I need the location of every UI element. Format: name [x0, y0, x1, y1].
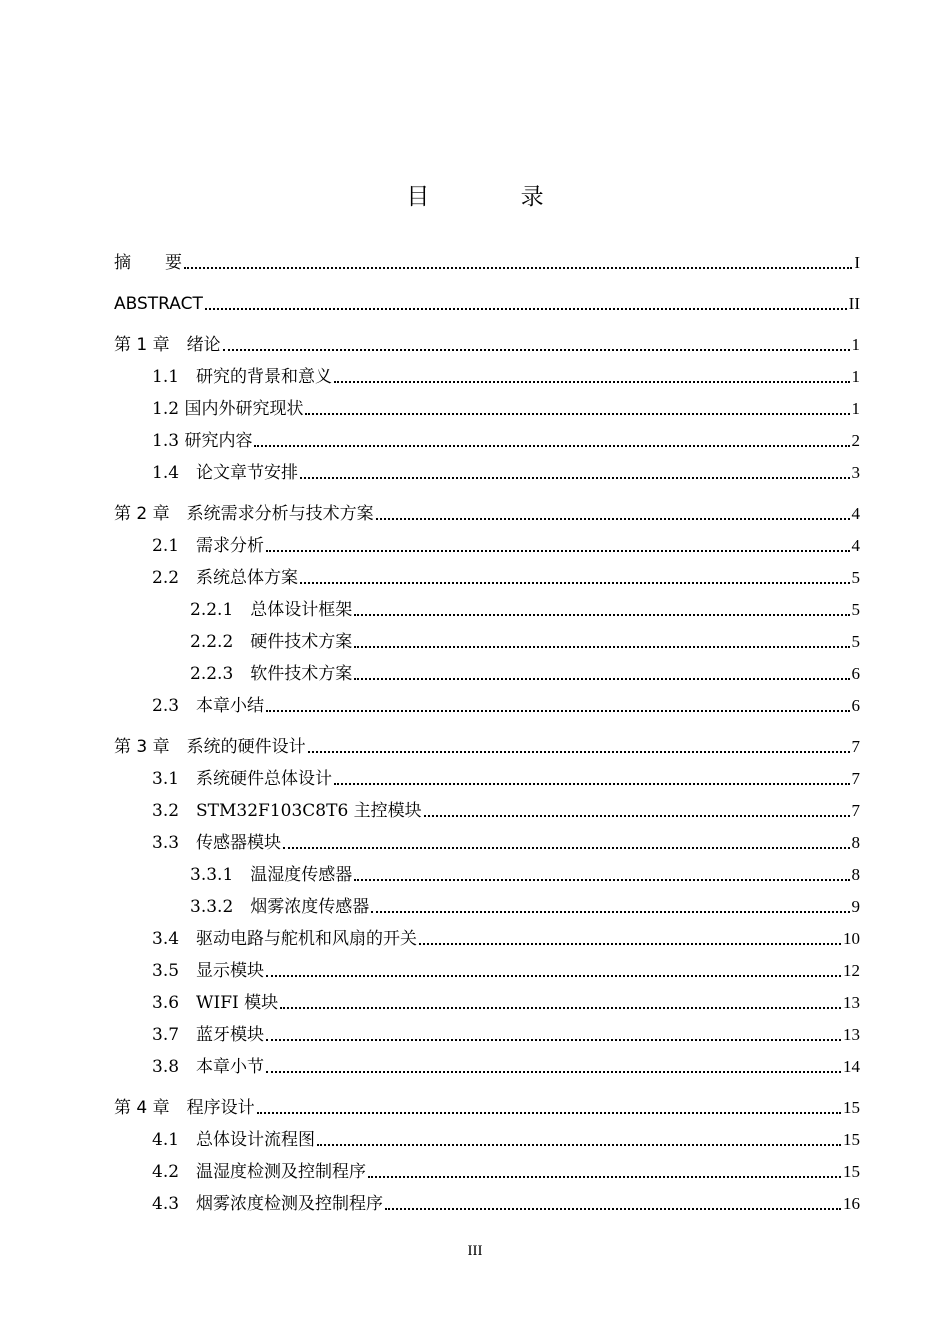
toc-entry[interactable] — [114, 731, 860, 757]
toc-entry[interactable] — [114, 457, 860, 483]
toc-entry-page: 1 — [851, 399, 860, 418]
toc-entry-label: 3.3 传感器模块 — [152, 833, 282, 853]
dot-leader — [305, 413, 849, 415]
toc-entry[interactable] — [114, 626, 860, 652]
toc-entry[interactable] — [114, 594, 860, 620]
toc-entry-label: 摘 要 — [114, 253, 182, 273]
toc-entry-label: 4.3 烟雾浓度检测及控制程序 — [152, 1194, 384, 1214]
toc-entry-label: 第 3 章 系统的硬件设计 — [114, 737, 306, 757]
toc-entry-page: 8 — [851, 865, 860, 884]
dot-leader — [223, 349, 850, 351]
toc-entry-label: 3.2 STM32F103C8T6 主控模块 — [152, 801, 422, 821]
toc-entry[interactable] — [114, 329, 860, 355]
dot-leader — [266, 1071, 841, 1073]
toc-entry-page: 1 — [851, 335, 860, 354]
toc-entry-page: 7 — [851, 801, 860, 820]
toc-entry-page: 5 — [851, 600, 860, 619]
toc-entry-label: 3.1 系统硬件总体设计 — [152, 769, 333, 789]
dot-leader — [371, 911, 849, 913]
toc-entry-label: 3.3.2 烟雾浓度传感器 — [190, 897, 370, 917]
toc-entry-page: 15 — [843, 1130, 860, 1149]
toc-entry-page: 1 — [851, 367, 860, 386]
dot-leader — [385, 1208, 841, 1210]
toc-entry[interactable] — [114, 955, 860, 981]
toc-entry[interactable] — [114, 288, 860, 314]
toc-entry[interactable] — [114, 658, 860, 684]
toc-entry-page: 6 — [851, 696, 860, 715]
dot-leader — [266, 975, 841, 977]
dot-leader — [266, 550, 849, 552]
toc-entry-label: 1.1 研究的背景和意义 — [152, 367, 333, 387]
dot-leader — [257, 1112, 841, 1114]
toc-entry-page: 5 — [851, 568, 860, 587]
dot-leader — [317, 1144, 841, 1146]
toc-entry[interactable] — [114, 987, 860, 1013]
dot-leader — [254, 445, 849, 447]
toc-entry-label: 1.4 论文章节安排 — [152, 463, 299, 483]
toc-entry-page: 9 — [851, 897, 860, 916]
toc-entry-label: 3.8 本章小节 — [152, 1057, 265, 1077]
toc-entry-label: 4.1 总体设计流程图 — [152, 1130, 316, 1150]
toc-entry-page: 6 — [851, 664, 860, 683]
toc-entry[interactable] — [114, 763, 860, 789]
toc-entry-page: 4 — [851, 504, 860, 523]
toc-entry-label: 2.2 系统总体方案 — [152, 568, 299, 588]
toc-entry-page: 8 — [851, 833, 860, 852]
toc-entry-page: 3 — [851, 463, 860, 482]
toc-entry-label: 3.7 蓝牙模块 — [152, 1025, 265, 1045]
toc-entry[interactable] — [114, 425, 860, 451]
dot-leader — [283, 847, 849, 849]
toc-entry-label: 2.1 需求分析 — [152, 536, 265, 556]
toc-entry-page: 13 — [843, 1025, 860, 1044]
toc-entry-page: 14 — [843, 1057, 860, 1076]
dot-leader — [184, 267, 852, 269]
toc-entry[interactable] — [114, 498, 860, 524]
dot-leader — [300, 582, 849, 584]
toc-entry[interactable] — [114, 393, 860, 419]
toc-entry[interactable] — [114, 923, 860, 949]
dot-leader — [280, 1007, 841, 1009]
dot-leader — [354, 879, 849, 881]
toc-entry-page: I — [854, 253, 860, 272]
toc-entry-page: 10 — [843, 929, 860, 948]
toc-entry-page: 15 — [843, 1098, 860, 1117]
toc-entry-label: 1.3 研究内容 — [152, 431, 253, 451]
dot-leader — [266, 1039, 841, 1041]
toc-entry-page: 16 — [843, 1194, 860, 1213]
toc-entry-label: 2.2.3 软件技术方案 — [190, 664, 353, 684]
toc-entry-label: 2.3 本章小结 — [152, 696, 265, 716]
dot-leader — [368, 1176, 841, 1178]
toc-entry-page: 15 — [843, 1162, 860, 1181]
dot-leader — [354, 678, 849, 680]
dot-leader — [334, 381, 849, 383]
page-number: III — [467, 1243, 483, 1259]
toc-entry-label: 3.6 WIFI 模块 — [152, 993, 279, 1013]
dot-leader — [424, 815, 850, 817]
toc-entry-label: 3.4 驱动电路与舵机和风扇的开关 — [152, 929, 418, 949]
toc-entry-label: 3.3.1 温湿度传感器 — [190, 865, 353, 885]
dot-leader — [354, 646, 849, 648]
toc-entry-label: 第 1 章 绪论 — [114, 335, 221, 355]
dot-leader — [266, 710, 849, 712]
dot-leader — [354, 614, 849, 616]
toc-entry-label: 4.2 温湿度检测及控制程序 — [152, 1162, 367, 1182]
toc-entry[interactable] — [114, 795, 860, 821]
toc-entry-label: 1.2 国内外研究现状 — [152, 399, 304, 419]
toc-entry-page: 12 — [843, 961, 860, 980]
toc-entry[interactable] — [114, 690, 860, 716]
toc-entry-page: 13 — [843, 993, 860, 1012]
toc-entry-label: 3.5 显示模块 — [152, 961, 265, 981]
toc-entry[interactable] — [114, 1156, 860, 1182]
dot-leader — [205, 308, 847, 310]
toc-entry[interactable] — [114, 361, 860, 387]
toc-entry-label: 2.2.2 硬件技术方案 — [190, 632, 353, 652]
toc-entry[interactable] — [114, 1019, 860, 1045]
toc-title: 目 录 — [406, 184, 586, 210]
toc-entry[interactable] — [114, 1188, 860, 1214]
toc-entry-label: 第 4 章 程序设计 — [114, 1098, 255, 1118]
dot-leader — [376, 518, 850, 520]
toc-entry[interactable] — [114, 859, 860, 885]
toc-entry[interactable] — [114, 891, 860, 917]
dot-leader — [308, 751, 850, 753]
toc-entry-label: ABSTRACT — [114, 294, 203, 314]
toc-entry[interactable] — [114, 530, 860, 556]
toc-entry-page: 7 — [851, 737, 860, 756]
dot-leader — [300, 477, 849, 479]
toc-entry-label: 第 2 章 系统需求分析与技术方案 — [114, 504, 374, 524]
toc-entry[interactable] — [114, 1051, 860, 1077]
toc-entry[interactable] — [114, 1092, 860, 1118]
toc-entry[interactable] — [114, 247, 860, 273]
toc-entry-label: 2.2.1 总体设计框架 — [190, 600, 353, 620]
toc-entry[interactable] — [114, 562, 860, 588]
toc-entry-page: 5 — [851, 632, 860, 651]
toc-entry-page: 2 — [851, 431, 860, 450]
dot-leader — [334, 783, 849, 785]
dot-leader — [419, 943, 841, 945]
toc-entry-page: 7 — [851, 769, 860, 788]
toc-entry[interactable] — [114, 1124, 860, 1150]
toc-entry-page: II — [848, 294, 860, 313]
toc-entry[interactable] — [114, 827, 860, 853]
toc-entry-page: 4 — [851, 536, 860, 555]
